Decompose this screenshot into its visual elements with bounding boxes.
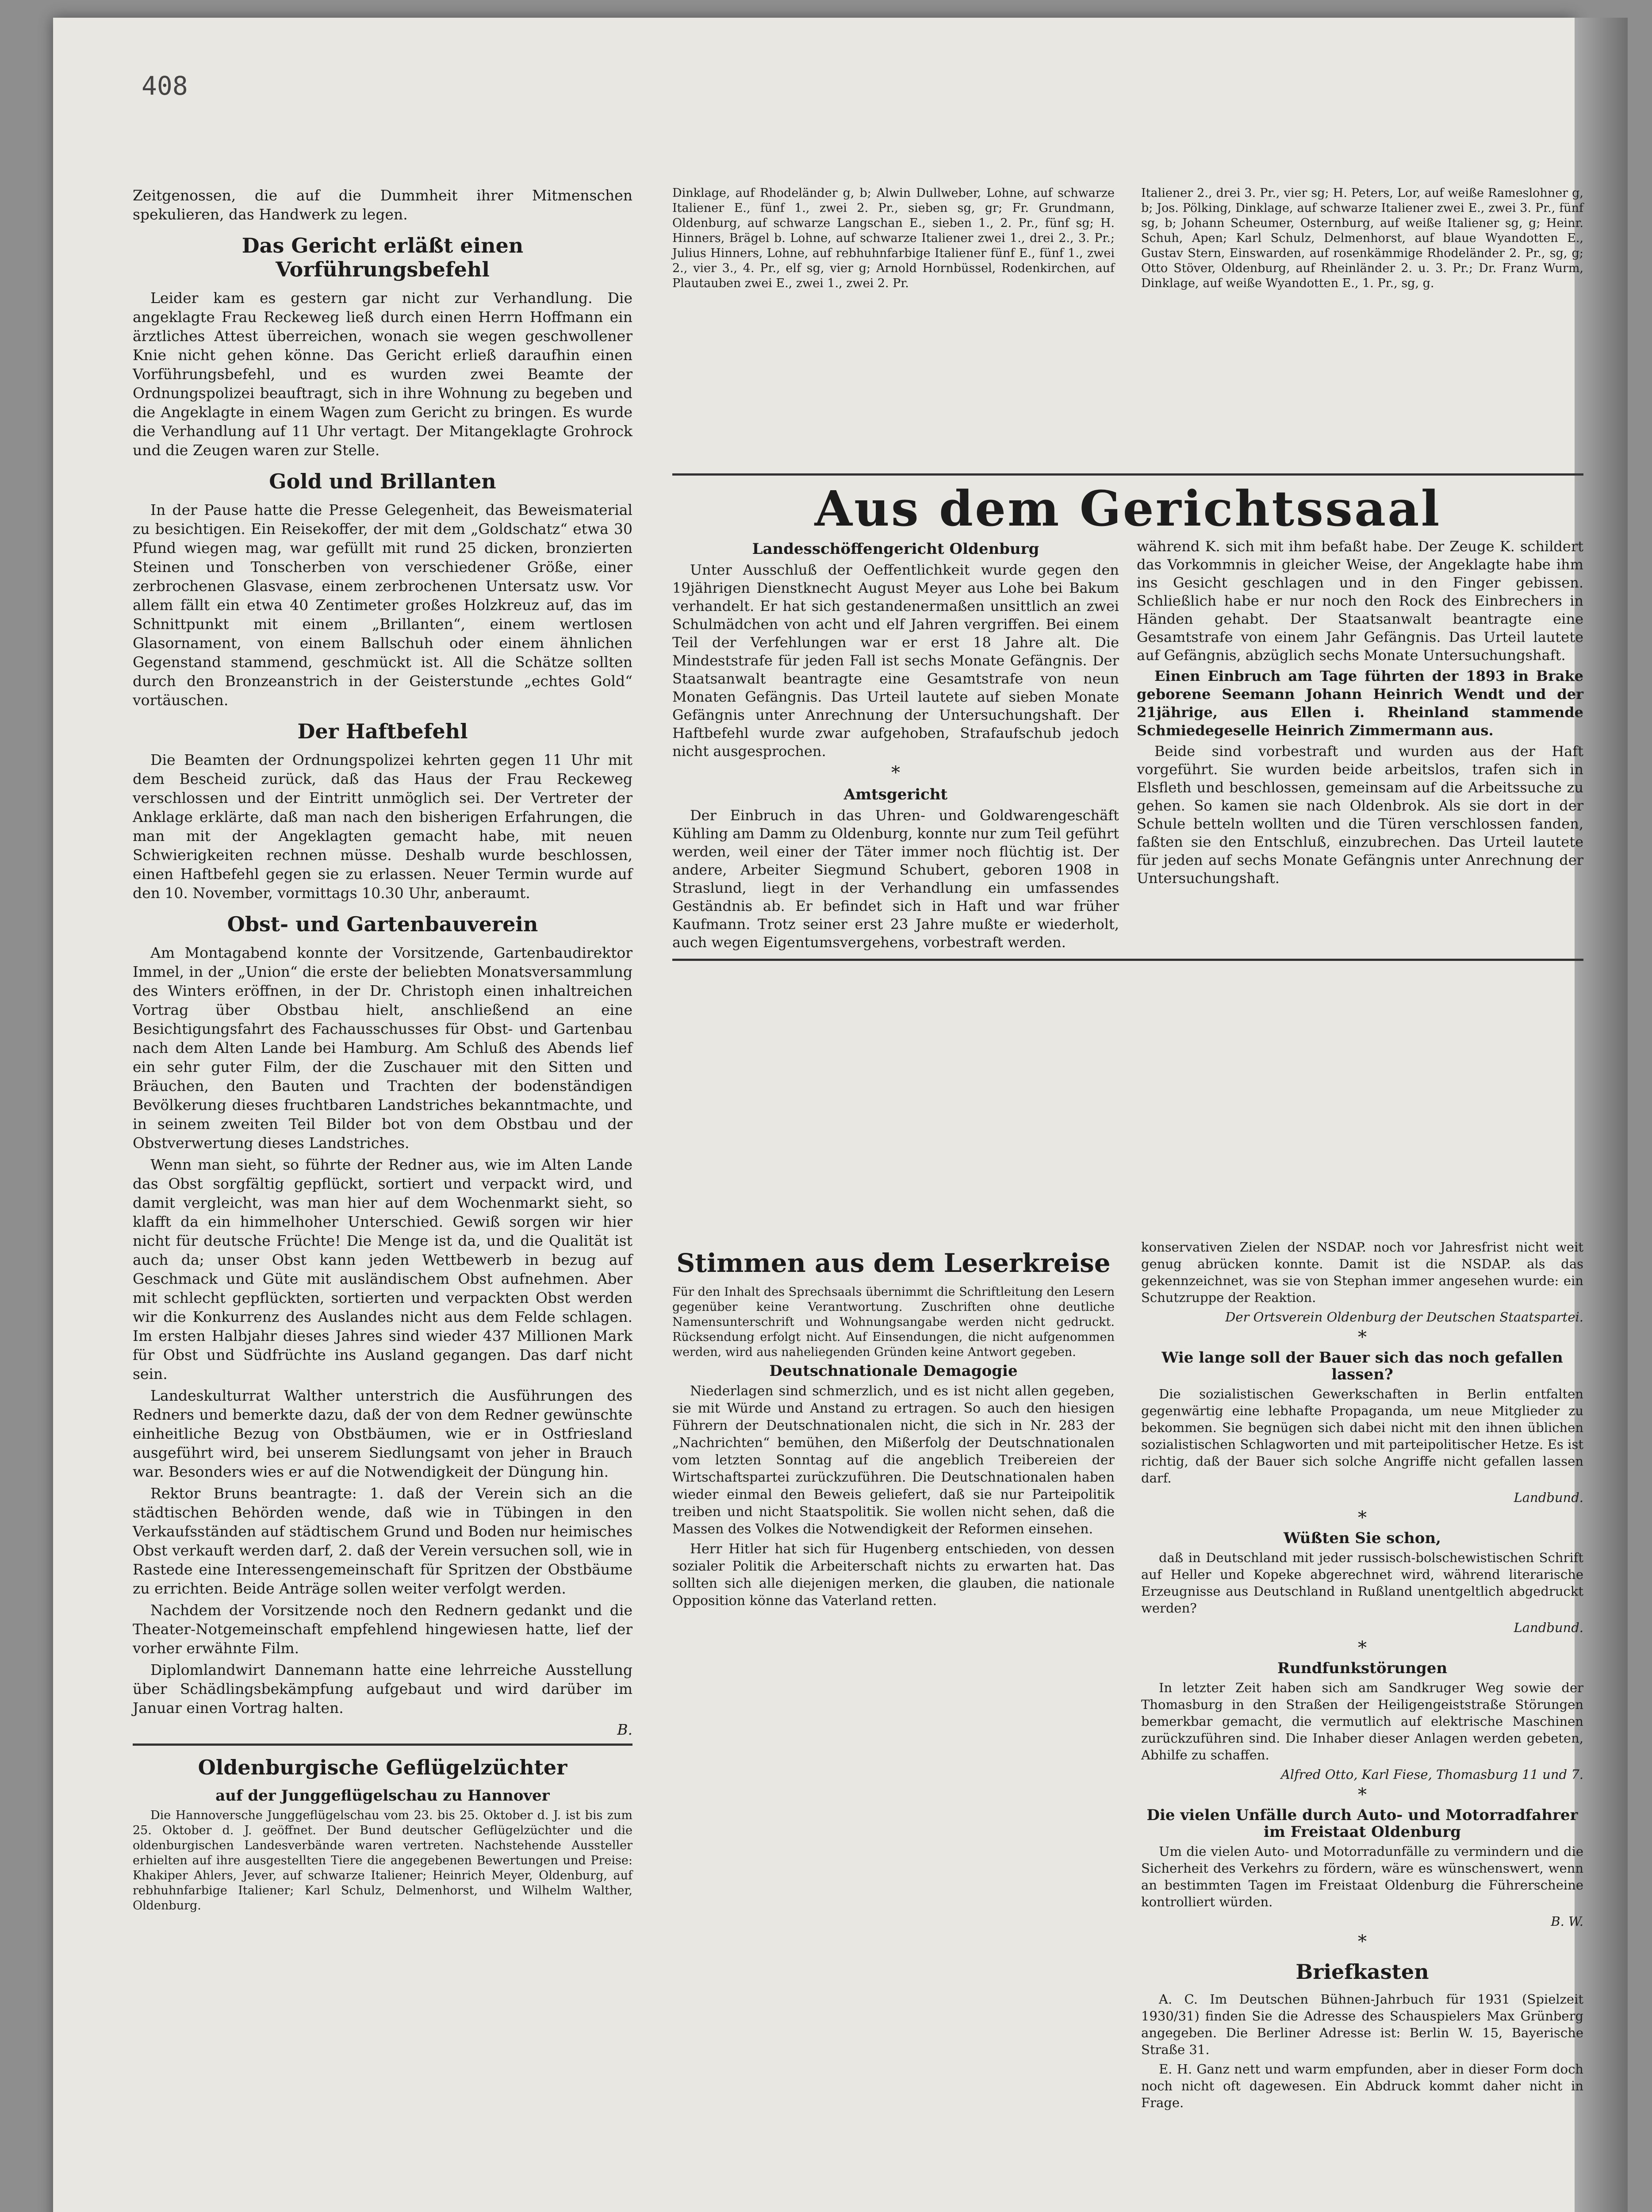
- heading-haftbefehl: Der Haftbefehl: [297, 719, 468, 743]
- column-right-top: [1141, 186, 1583, 294]
- signature: B. W.: [1551, 1914, 1583, 1929]
- paragraph: Beide sind vorbestraft und wurden aus der Haft vorgeführt. Sie wurden beide arbeitslos, trafen sich in Elsfleth und beschlossen, gemeinsam auf die Arbeitssuche zu gehen. So kamen sie nach Oldenbrok. Als sie dort in der Schule betteln wollten und die Türen verschlossen fanden, faßten sie den Entschluß, einzubrechen. Das Urteil lautete für jeden auf sechs Monate Gefängnis unter Anrechnung der Untersuchungshaft.: [1137, 743, 1583, 887]
- signature: B.: [617, 1721, 632, 1738]
- heading-vorfuehrungsbefehl: Das Gericht erläßt einen Vorführungsbefehl: [241, 234, 524, 281]
- heading-gerichtssaal: Aus dem Gerichtssaal: [814, 480, 1441, 537]
- intro-text: Zeitgenossen, die auf die Dummheit ihrer Mitmenschen spekulieren, das Handwerk zu legen.: [133, 187, 632, 223]
- divider: [672, 959, 1583, 961]
- subheading: Die vielen Unfälle durch Auto- und Motorradfahrer im Freistaat Oldenburg: [1146, 1806, 1578, 1841]
- paragraph: Italiener 2., drei 3. Pr., vier sg; H. Peters, Lor, auf weiße Rameslohner g, b; Jos. Pölking, Dinklage, auf schwarze Italiener zwei E., zwei 3. Pr., fünf sg, b; Johann Scheumer, Osternburg, auf weiße Italiener sg, g; Heinr. Schuh, Apen; Karl Schulz, Delmenhorst, auf blaue Wyandotten E., Gustav Stern, Einswarden, auf rosenkämmige Rhodeländer 2. Pr., sg, g; Otto Stöver, Oldenburg, auf Rheinländer 2. u. 3. Pr.; Dr. Franz Wurm, Dinklage, auf weiße Wyandotten E., 1. Pr., sg, g.: [1141, 186, 1583, 290]
- note: Für den Inhalt des Sprechsaals übernimmt die Schriftleitung den Lesern gegenüber keine Verantwortung. Zuschriften ohne deutliche Namensunterschrift und Wohnungsangabe werden nicht gedruckt. Rücksendung erfolgt nicht. Auf Einsendungen, die nicht aufgenommen werden, wird aus naheliegenden Gründen keine Antwort gegeben.: [672, 1285, 1115, 1359]
- paragraph: Dinklage, auf Rhodeländer g, b; Alwin Dullweber, Lohne, auf schwarze Italiener E., fünf 1., zwei 2. Pr., sieben sg, gr; Fr. Grundmann, Oldenburg, auf schwarze Langschan E., sieben 1., 2. Pr., fünf sg; H. Hinners, Brägel b. Lohne, auf schwarze Italiener zwei 1., drei 2., 3. Pr.; Julius Hinners, Lohne, auf rebhuhnfarbige Italiener fünf E., fünf 1., zwei 2., vier 3., 4. Pr., elf sg, vier g; Arnold Hornbüssel, Rodenkirchen, auf Plautauben zwei E., zwei 1., zwei 2. Pr.: [672, 186, 1115, 290]
- heading-gefluegel: Oldenburgische Geflügelzüchter: [198, 1755, 567, 1779]
- paragraph: Nachdem der Vorsitzende noch den Rednern gedankt und die Theater-Notgemeinschaft empfehlend hingewiesen hatte, lief der vorher erwähnte Film.: [133, 1601, 632, 1657]
- paragraph: Diplomlandwirt Dannemann hatte eine lehrreiche Ausstellung über Schädlingsbekämpfung aufgebaut und wird darüber im Januar einen Vortrag halten.: [133, 1661, 632, 1717]
- paragraph: E. H. Ganz nett und warm empfunden, aber in dieser Form doch noch nicht oft dagewesen. Ein Abdruck kommt daher nicht in Frage.: [1141, 2062, 1583, 2110]
- paragraph: Leider kam es gestern gar nicht zur Verhandlung. Die angeklagte Frau Reckeweg ließ durch einen Herrn Hoffmann ein ärztliches Attest überreichen, wonach sie wegen geschwollener Knie nicht gehen könne. Das Gericht erließ daraufhin einen Vorführungsbefehl, und es wurden zwei Beamte der Ordnungspolizei beauftragt, sich in ihre Wohnung zu begeben und die Angeklagte in einem Wagen zum Gericht zu bringen. Es wurde die Verhandlung auf 11 Uhr vertagt. Der Mitangeklagte Grohrock und die Zeugen waren zur Stelle.: [133, 289, 632, 459]
- page-number: 408: [142, 71, 188, 101]
- paragraph: daß in Deutschland mit jeder russisch-bolschewistischen Schrift auf Heller und Kopeke abgerechnet wird, während literarische Erzeugnisse aus Deutschland in Rußland unentgeltlich abgedruckt werden?: [1141, 1550, 1583, 1616]
- subheading: Wüßten Sie schon,: [1284, 1529, 1441, 1547]
- signature: Der Ortsverein Oldenburg der Deutschen Staatspartei.: [1225, 1310, 1583, 1325]
- subheading: Landesschöffengericht Oldenburg: [752, 540, 1039, 558]
- heading-obstbau: Obst- und Gartenbauverein: [227, 912, 538, 936]
- paragraph: A. C. Im Deutschen Bühnen-Jahrbuch für 1931 (Spielzeit 1930/31) finden Sie die Adresse des Schauspielers Max Grünberg angegeben. Die Berliner Adresse ist: Berlin W. 15, Bayerische Straße 31.: [1141, 1992, 1583, 2057]
- subheading: Deutschnationale Demagogie: [769, 1362, 1018, 1380]
- paragraph: Unter Ausschluß der Oeffentlichkeit wurde gegen den 19jährigen Dienstknecht August Meyer aus Lohe bei Bakum verhandelt. Er hat sich gestandenermaßen unsittlich an zwei Schulmädchen von acht und elf Jahren vergriffen. Bei einem Teil der Verfehlungen war er erst 18 Jahre alt. Die Mindeststrafe für jeden Fall ist sechs Monate Gefängnis. Der Staatsanwalt beantragte eine Gesamtstrafe von neun Monaten Gefängnis. Das Urteil lautete auf sieben Monate Gefängnis unter Anrechnung der Untersuchungshaft. Der Haftbefehl wurde zwar aufgehoben, Strafaufschub jedoch nicht ausgesprochen.: [672, 561, 1119, 760]
- signature: Landbund.: [1514, 1490, 1583, 1505]
- subheading: auf der Junggeflügelschau zu Hannover: [215, 1787, 550, 1805]
- section-gerichtssaal: Aus dem Gerichtssaal Landesschöffengericht Oldenburg Unter Ausschluß der Oeffentlichkeit wurde gegen den 19jährigen Dienstknecht August Meyer aus Lohe bei Bakum verhandelt. Er hat sich gestandenermaßen unsittlich an zwei Schulmädchen von acht und elf Jahren vergriffen. Bei einem Teil der Verfehlungen war er erst 18 Jahre alt. Die Mindeststrafe für jeden Fall ist sechs Monate Gefängnis. Der Staatsanwalt beantragte eine Gesamtstrafe von neun Monaten Gefängnis. Das Urteil lautete auf sieben Monate Gefängnis unter Anrechnung der Untersuchungshaft. Der Haftbefehl wurde zwar aufgehoben, Strafaufschub jedoch nicht ausgesprochen. * Amtsgericht Der Einbruch in das Uhren- und Goldwarengeschäft Kühling am Damm zu Oldenburg, konnte nur zum Teil geführt werden, weil einer der Täter immer noch flüchtig ist. Der andere, Arbeiter Siegmund Schubert, geboren 1908 in Straslund, liegt in der Verhandlung ein umfassendes Geständnis ab. Er befindet sich in Haft und war früher Kaufmann. Trotz seiner erst 23 Jahre mußte er wiederholt, auch wegen Eigentumsvergehens, vorbestraft werden. während K. sich mit ihm befaßt habe. Der Zeuge K. schildert das Vorkommnis in gleicher Weise, der Angeklagte habe ihm ins Gesicht geschlagen und in den Finger gebissen. Schließlich habe er nur noch den Rock des Einbrechers in Händen gehabt. Der Staatsanwalt beantragte eine Gesamtstrafe von einem Jahr Gefängnis. Das Urteil lautete auf Gefängnis, abzüglich sechs Monate Untersuchungshaft. Einen Einbruch am Tage führten der 1893 in Brake geborene Seemann Johann Heinrich Wendt und der 21jährige, aus Ellen i. Rheinland stammende Schmiedegeselle Heinrich Zimmermann aus. Beide sind vorbestraft und wurden aus der Haft vorgeführt. Sie wurden beide arbeitslos, trafen sich in Elsfleth und beschlossen, gemeinsam auf die Arbeitssuche zu gehen. So kamen sie nach Oldenbrok. Als sie dort in der Schule betteln wollten und die Türen verschlossen fanden, faßten sie den Entschluß, einzubrechen. Das Urteil lautete für jeden auf sechs Monate Gefängnis unter Anrechnung der Untersuchungshaft.: [672, 469, 1583, 965]
- heading-leserkreise: Stimmen aus dem Leserkreise: [676, 1248, 1111, 1278]
- paragraph: Der Einbruch in das Uhren- und Goldwarengeschäft Kühling am Damm zu Oldenburg, konnte nur zum Teil geführt werden, weil einer der Täter immer noch flüchtig ist. Der andere, Arbeiter Siegmund Schubert, geboren 1908 in Straslund, liegt in der Verhandlung ein umfassendes Geständnis ab. Er befindet sich in Haft und war früher Kaufmann. Trotz seiner erst 23 Jahre mußte er wiederholt, auch wegen Eigentumsvergehens, vorbestraft werden.: [672, 807, 1119, 951]
- heading-briefkasten: Briefkasten: [1296, 1960, 1429, 1984]
- paragraph: Die sozialistischen Gewerkschaften in Berlin entfalten gegenwärtig eine lebhafte Propaganda, um neue Mitglieder zu bekommen. Sie begnügen sich dabei nicht mit den ihnen üblichen sozialistischen Schlagworten und mit parteipolitischer Hetze. Es ist richtig, daß der Bauer sich solche Angriffe nicht gefallen lassen darf.: [1141, 1386, 1583, 1486]
- subheading: Amtsgericht: [843, 786, 948, 803]
- paragraph: Um die vielen Auto- und Motorradunfälle zu vermindern und die Sicherheit des Verkehrs zu fördern, wäre es wünschenswert, wenn an bestimmten Tagen im Freistaat Oldenburg die Führerscheine kontrolliert würden.: [1141, 1844, 1583, 1909]
- paragraph: Landeskulturrat Walther unterstrich die Ausführungen des Redners und bemerkte dazu, daß der von dem Redner gewünschte einheitliche Bezug von Obstbäumen, wie er in Ostfriesland ausgeführt wird, bei unserem Siedlungsamt von jeher in Brauch war. Besonders wies er auf die Notwendigkeit der Düngung hin.: [133, 1387, 632, 1480]
- paragraph: In letzter Zeit haben sich am Sandkruger Weg sowie der Thomasburg in den Straßen der Heiligengeiststraße Störungen bemerkbar gemacht, die vermutlich auf elektrische Maschinen zurückzuführen sind. Die Inhaber dieser Anlagen werden gebeten, Abhilfe zu schaffen.: [1141, 1680, 1583, 1763]
- paragraph: Am Montagabend konnte der Vorsitzende, Gartenbaudirektor Immel, in der „Union“ die erste der beliebten Monatsversammlung des Winters eröffnen, in der Dr. Christoph einen inhaltreichen Vortrag über Obstbau hielt, anschließend an eine Besichtigungsfahrt des Fachausschusses für Obst- und Gartenbau nach dem Alten Lande bei Hamburg. Am Schluß des Abends lief ein sehr guter Film, der die Zuschauer mit den Sitten und Bräuchen, den Bauten und Trachten der bodenständigen Bevölkerung dieses fruchtbaren Landstriches bekanntmachte, und in seinem zweiten Teil Bilder bot von dem Obstbau und der Obstverwertung dieses Landstriches.: [133, 944, 632, 1152]
- column-right-lower: konservativen Zielen der NSDAP. noch vor Jahresfrist nicht weit genug abrücken konnte. Damit ist die NSDAP. als das gekennzeichnet, was sie von Stephan immer angesehen wurde: ein Schutzruppe der Reaktion. Der Ortsverein Oldenburg der Deutschen Staatspartei. * Wie lange soll der Bauer sich das noch gefallen lassen? Die sozialistischen Gewerkschaften in Berlin entfalten gegenwärtig eine lebhafte Propaganda, um neue Mitglieder zu bekommen. Sie begnügen sich dabei nicht mit den ihnen üblichen sozialistischen Schlagworten und mit parteipolitischer Hetze. Es ist richtig, daß der Bauer sich solche Angriffe nicht gefallen lassen darf. Landbund. * Wüßten Sie schon, daß in Deutschland mit jeder russisch-bolschewistischen Schrift auf Heller und Kopeke abgerechnet wird, während literarische Erzeugnisse aus Deutschland in Rußland unentgeltlich abgedruckt werden? Landbund. * Rundfunkstörungen In letzter Zeit haben sich am Sandkruger Weg sowie der Thomasburg in den Straßen der Heiligengeiststraße Störungen bemerkbar gemacht, die vermutlich auf elektrische Maschinen zurückzuführen sind. Die Inhaber dieser Anlagen werden gebeten, Abhilfe zu schaffen. Alfred Otto, Karl Fiese, Thomasburg 11 und 7. * Die vielen Unfälle durch Auto- und Motorradfahrer im Freistaat Oldenburg Um die vielen Auto- und Motorradunfälle zu vermindern und die Sicherheit des Verkehrs zu fördern, wäre es wünschenswert, wenn an bestimmten Tagen im Freistaat Oldenburg die Führerscheine kontrolliert würden. B. W. * Briefkasten A. C. Im Deutschen Bühnen-Jahrbuch für 1931 (Spielzeit 1930/31) finden Sie die Adresse des Schauspielers Max Grünberg angegeben. Die Berliner Adresse ist: Berlin W. 15, Bayerische Straße 31. E. H. Ganz nett und warm empfunden, aber in dieser Form doch noch nicht oft dagewesen. Ein Abdruck kommt daher nicht in Frage.: [1141, 1240, 1583, 2110]
- paragraph: Rektor Bruns beantragte: 1. daß der Verein sich an die städtischen Behörden wende, daß wie in Tübingen in den Verkaufsständen auf städtischem Grund und Boden nur heimisches Obst verkauft werden darf, 2. daß der Verein versuchen soll, wie in Rastede eine Interessengemeinschaft für Spritzen der Obstbäume zu errichten. Beide Anträge sollen weiter verfolgt werden.: [133, 1485, 632, 1597]
- paragraph: Die Hannoversche Junggeflügelschau vom 23. bis 25. Oktober d. J. ist bis zum 25. Oktober d. J. geöffnet. Der Bund deutscher Geflügelzüchter und die oldenburgischen Landesverbände waren vertreten. Nachstehende Aussteller erhielten auf ihre ausgestellten Tiere die angegebenen Bewertungen und Preise: Khakiper Ahlers, Jever, auf schwarze Italiener; Heinrich Meyer, Oldenburg, auf rebhuhnfarbige Italiener; Karl Schulz, Delmenhorst, und Wilhelm Walther, Oldenburg.: [133, 1809, 632, 1912]
- column-mid-top: [672, 186, 1115, 294]
- paragraph: In der Pause hatte die Presse Gelegenheit, das Beweismaterial zu besichtigen. Ein Reisekoffer, der mit dem „Goldschatz“ etwa 30 Pfund wiegen mag, war gefüllt mit rund 25 dicken, bronzierten Steinen und Tonscherben von verschiedener Größe, einer zerbrochenen Glasvase, einem zerbrochenen Untersatz usw. Vor allem fällt ein etwa 40 Zentimeter großes Holzkreuz auf, das im Schnittpunkt mit einem „Brillanten“, einem wertlosen Glasornament, von einem Ballschuh oder einem ähnlichen Gegenstand stammend, geschmückt ist. All die Schätze sollten durch den Bronzeanstrich in der Geisterstunde „echtes Gold“ vortäuschen.: [133, 501, 632, 709]
- paragraph: Herr Hitler hat sich für Hugenberg entschieden, von dessen sozialer Politik die Arbeiterschaft nichts zu erwarten hat. Das sollten sich alle diejenigen merken, die glauben, die nationale Opposition könne das Vaterland retten.: [672, 1541, 1115, 1609]
- divider: [672, 473, 1583, 476]
- subheading: Wie lange soll der Bauer sich das noch gefallen lassen?: [1161, 1349, 1563, 1383]
- paragraph: Die Beamten der Ordnungspolizei kehrten gegen 11 Uhr mit dem Bescheid zurück, daß das Haus der Frau Reckeweg verschlossen und der Eintritt unmöglich sei. Der Vertreter der Anklage erklärte, daß man nach den bisherigen Erfahrungen, die man mit der Angeklagten gemacht habe, mit neuen Schwierigkeiten rechnen müsse. Deshalb wurde beschlossen, einen Haftbefehl gegen sie zu erlassen. Neuer Termin wurde auf den 10. November, vormittags 10.30 Uhr, anberaumt.: [133, 751, 632, 902]
- section-leserkreise: [672, 1239, 1115, 1612]
- column-left: [133, 186, 632, 1916]
- paragraph: konservativen Zielen der NSDAP. noch vor Jahresfrist nicht weit genug abrücken konnte. Damit ist die NSDAP. als das gekennzeichnet, was sie von Stephan immer angesehen wurde: ein Schutzruppe der Reaktion.: [1141, 1240, 1583, 1305]
- subheading: Rundfunkstörungen: [1277, 1659, 1448, 1677]
- signature: Alfred Otto, Karl Fiese, Thomasburg 11 und 7.: [1280, 1767, 1583, 1782]
- divider: [133, 1743, 632, 1746]
- paragraph: Niederlagen sind schmerzlich, und es ist nicht allen gegeben, sie mit Würde und Anstand zu ertragen. So auch den hiesigen Führern der Deutschnationalen nicht, die sich in Nr. 283 der „Nachrichten“ bemühen, den Mißerfolg der Deutschnationalen vom letzten Sonntag auf die angeblich Treibereien der Wirtschaftspartei zurückzuführen. Die Deutschnationalen haben wieder einmal den Beweis geliefert, daß sie nur Parteipolitik treiben und nicht Staatspolitik. Sie wollen nicht sehen, daß die Massen des Volkes die Notwendigkeit der Reformen einsehen.: [672, 1383, 1115, 1537]
- signature: Landbund.: [1514, 1620, 1583, 1635]
- paragraph: Einen Einbruch am Tage führten der 1893 in Brake geborene Seemann Johann Heinrich Wendt und der 21jährige, aus Ellen i. Rheinland stammende Schmiedegeselle Heinrich Zimmermann aus.: [1137, 668, 1583, 739]
- paragraph: während K. sich mit ihm befaßt habe. Der Zeuge K. schildert das Vorkommnis in gleicher Weise, der Angeklagte habe ihm ins Gesicht geschlagen und in den Finger gebissen. Schließlich habe er nur noch den Rock des Einbrechers in Händen gehabt. Der Staatsanwalt beantragte eine Gesamtstrafe von einem Jahr Gefängnis. Das Urteil lautete auf Gefängnis, abzüglich sechs Monate Untersuchungshaft.: [1137, 538, 1583, 664]
- paragraph: Wenn man sieht, so führte der Redner aus, wie im Alten Lande das Obst sorgfältig gepflückt, sortiert und verpackt wird, und damit vergleicht, was man hier auf dem Wochenmarkt sieht, so klafft da ein himmelhoher Unterschied. Gewiß sorgen wir hier nicht für deutsche Früchte! Die Menge ist da, und die Qualität ist auch da; unser Obst kann jeden Wettbewerb in bezug auf Geschmack und Güte mit ausländischem Obst aufnehmen. Aber mit schlecht gepflückten, sortierten und verpackten Obst werden wir die Konkurrenz des Auslandes nicht aus dem Felde schlagen. Im ersten Halbjahr dieses Jahres sind wieder 437 Millionen Mark für Obst und Südfrüchte ins Ausland gegangen. Das darf nicht sein.: [133, 1156, 632, 1382]
- heading-gold: Gold und Brillanten: [269, 469, 496, 493]
